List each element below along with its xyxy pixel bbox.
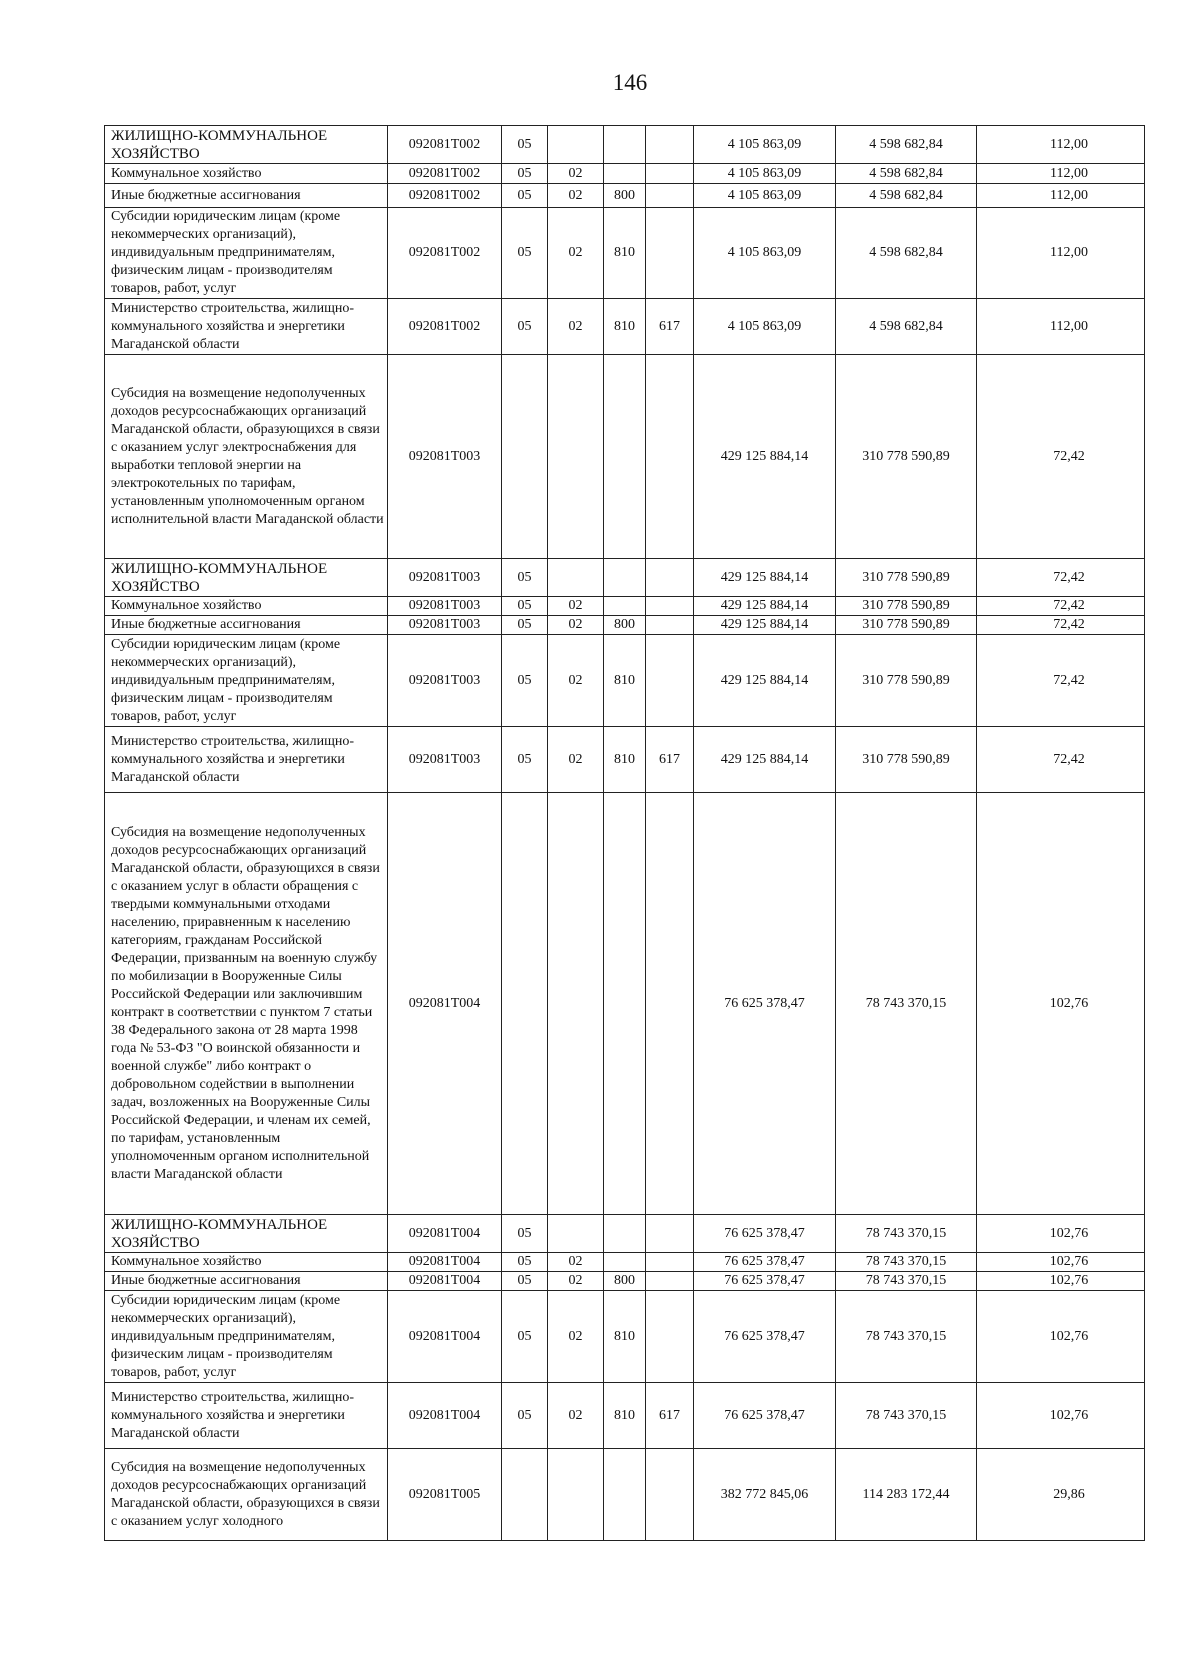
expense-type-code: 810 xyxy=(604,1383,646,1449)
target-code: 092081Т004 xyxy=(388,1291,502,1383)
table-row xyxy=(105,597,1145,616)
target-code: 092081Т002 xyxy=(388,184,502,208)
expense-type-code: 800 xyxy=(604,1272,646,1291)
table-row xyxy=(105,616,1145,635)
subsection-code xyxy=(548,793,604,1215)
row-name: Субсидии юридическим лицам (кроме некоммерческих организаций), индивидуальным предпринимателям, физическим лицам - производителям товаров, работ, услуг xyxy=(105,208,388,299)
grbs-code xyxy=(646,635,694,727)
section-code: 05 xyxy=(502,727,548,793)
subsection-code: 02 xyxy=(548,635,604,727)
target-code: 092081Т004 xyxy=(388,1215,502,1253)
target-code: 092081Т003 xyxy=(388,616,502,635)
expense-type-code xyxy=(604,164,646,184)
target-code: 092081Т005 xyxy=(388,1449,502,1541)
execution-percent: 102,76 xyxy=(977,1383,1145,1449)
row-name: Коммунальное хозяйство xyxy=(105,1253,388,1272)
row-name: Субсидия на возмещение недополученных доходов ресурсоснабжающих организаций Магаданской области, образующихся в связи с оказанием услуг электроснабжения для выработки тепловой энергии на электрокотельных по тарифам, установленным уполномоченным органом исполнительной власти Магаданской области xyxy=(105,355,388,559)
target-code: 092081Т003 xyxy=(388,559,502,597)
planned-amount: 4 105 863,09 xyxy=(694,208,836,299)
execution-percent: 112,00 xyxy=(977,164,1145,184)
planned-amount: 76 625 378,47 xyxy=(694,1291,836,1383)
planned-amount: 4 105 863,09 xyxy=(694,126,836,164)
execution-percent: 72,42 xyxy=(977,355,1145,559)
row-name: Субсидия на возмещение недополученных доходов ресурсоснабжающих организаций Магаданской области, образующихся в связи с оказанием услуг в области обращения с твердыми коммунальными отходами населению, приравненным к населению категориям, гражданам Российской Федерации, призванным на военную службу по мобилизации в Вооруженные Силы Российской Федерации или заключившим контракт в соответствии с пунктом 7 статьи 38 Федерального закона от 28 марта 1998 года № 53-ФЗ "О воинской обязанности и военной службе" либо контракт о добровольном содействии в выполнении задач, возложенных на Вооруженные Силы Российской Федерации, и членам их семей, по тарифам, установленным уполномоченным органом исполнительной власти Магаданской области xyxy=(105,793,388,1215)
execution-percent: 112,00 xyxy=(977,126,1145,164)
actual-amount: 78 743 370,15 xyxy=(836,1272,977,1291)
execution-percent: 102,76 xyxy=(977,793,1145,1215)
grbs-code xyxy=(646,208,694,299)
actual-amount: 4 598 682,84 xyxy=(836,164,977,184)
actual-amount: 310 778 590,89 xyxy=(836,616,977,635)
grbs-code xyxy=(646,1291,694,1383)
section-code: 05 xyxy=(502,597,548,616)
grbs-code: 617 xyxy=(646,727,694,793)
grbs-code xyxy=(646,1215,694,1253)
table-row xyxy=(105,184,1145,208)
grbs-code xyxy=(646,1449,694,1541)
actual-amount: 310 778 590,89 xyxy=(836,597,977,616)
expense-type-code xyxy=(604,1253,646,1272)
actual-amount: 4 598 682,84 xyxy=(836,126,977,164)
actual-amount: 4 598 682,84 xyxy=(836,208,977,299)
table-row xyxy=(105,1253,1145,1272)
expense-type-code: 800 xyxy=(604,616,646,635)
row-name: Субсидии юридическим лицам (кроме некоммерческих организаций), индивидуальным предпринимателям, физическим лицам - производителям товаров, работ, услуг xyxy=(105,635,388,727)
row-name: ЖИЛИЩНО-КОММУНАЛЬНОЕ ХОЗЯЙСТВО xyxy=(105,126,388,164)
actual-amount: 78 743 370,15 xyxy=(836,1291,977,1383)
grbs-code xyxy=(646,1253,694,1272)
grbs-code xyxy=(646,355,694,559)
subsection-code: 02 xyxy=(548,184,604,208)
grbs-code xyxy=(646,559,694,597)
subsection-code xyxy=(548,355,604,559)
subsection-code: 02 xyxy=(548,597,604,616)
target-code: 092081Т004 xyxy=(388,793,502,1215)
section-code: 05 xyxy=(502,1272,548,1291)
table-row xyxy=(105,1383,1145,1449)
grbs-code: 617 xyxy=(646,1383,694,1449)
section-code: 05 xyxy=(502,635,548,727)
section-code: 05 xyxy=(502,1253,548,1272)
expense-type-code xyxy=(604,597,646,616)
table-row xyxy=(105,1449,1145,1541)
target-code: 092081Т004 xyxy=(388,1272,502,1291)
row-name: Иные бюджетные ассигнования xyxy=(105,1272,388,1291)
expense-type-code: 810 xyxy=(604,1291,646,1383)
table-row xyxy=(105,1272,1145,1291)
section-code xyxy=(502,793,548,1215)
execution-percent: 72,42 xyxy=(977,597,1145,616)
row-name: Коммунальное хозяйство xyxy=(105,597,388,616)
subsection-code: 02 xyxy=(548,1383,604,1449)
planned-amount: 429 125 884,14 xyxy=(694,635,836,727)
actual-amount: 78 743 370,15 xyxy=(836,1383,977,1449)
table-row xyxy=(105,727,1145,793)
actual-amount: 310 778 590,89 xyxy=(836,355,977,559)
expense-type-code: 810 xyxy=(604,208,646,299)
planned-amount: 429 125 884,14 xyxy=(694,559,836,597)
expense-type-code: 810 xyxy=(604,727,646,793)
grbs-code xyxy=(646,184,694,208)
table-row xyxy=(105,1291,1145,1383)
section-code: 05 xyxy=(502,559,548,597)
grbs-code xyxy=(646,597,694,616)
execution-percent: 102,76 xyxy=(977,1272,1145,1291)
subsection-code: 02 xyxy=(548,1272,604,1291)
subsection-code: 02 xyxy=(548,208,604,299)
actual-amount: 4 598 682,84 xyxy=(836,184,977,208)
section-code: 05 xyxy=(502,1383,548,1449)
execution-percent: 102,76 xyxy=(977,1215,1145,1253)
subsection-code: 02 xyxy=(548,1291,604,1383)
table-row xyxy=(105,208,1145,299)
planned-amount: 4 105 863,09 xyxy=(694,299,836,355)
grbs-code xyxy=(646,1272,694,1291)
execution-percent: 112,00 xyxy=(977,208,1145,299)
target-code: 092081Т004 xyxy=(388,1253,502,1272)
row-name: ЖИЛИЩНО-КОММУНАЛЬНОЕ ХОЗЯЙСТВО xyxy=(105,559,388,597)
planned-amount: 76 625 378,47 xyxy=(694,1215,836,1253)
planned-amount: 382 772 845,06 xyxy=(694,1449,836,1541)
subsection-code: 02 xyxy=(548,616,604,635)
row-name: Иные бюджетные ассигнования xyxy=(105,184,388,208)
actual-amount: 310 778 590,89 xyxy=(836,635,977,727)
execution-percent: 72,42 xyxy=(977,635,1145,727)
target-code: 092081Т004 xyxy=(388,1383,502,1449)
execution-percent: 29,86 xyxy=(977,1449,1145,1541)
table-row xyxy=(105,559,1145,597)
expense-type-code: 810 xyxy=(604,299,646,355)
target-code: 092081Т002 xyxy=(388,126,502,164)
planned-amount: 76 625 378,47 xyxy=(694,1272,836,1291)
grbs-code: 617 xyxy=(646,299,694,355)
table-row xyxy=(105,635,1145,727)
row-name: Министерство строительства, жилищно-коммунального хозяйства и энергетики Магаданской области xyxy=(105,727,388,793)
row-name: Иные бюджетные ассигнования xyxy=(105,616,388,635)
table-row xyxy=(105,164,1145,184)
row-name: Министерство строительства, жилищно-коммунального хозяйства и энергетики Магаданской области xyxy=(105,299,388,355)
section-code xyxy=(502,1449,548,1541)
section-code xyxy=(502,355,548,559)
planned-amount: 429 125 884,14 xyxy=(694,727,836,793)
subsection-code xyxy=(548,1449,604,1541)
subsection-code xyxy=(548,126,604,164)
planned-amount: 429 125 884,14 xyxy=(694,616,836,635)
expense-type-code: 810 xyxy=(604,635,646,727)
subsection-code: 02 xyxy=(548,164,604,184)
section-code: 05 xyxy=(502,1291,548,1383)
section-code: 05 xyxy=(502,184,548,208)
subsection-code: 02 xyxy=(548,299,604,355)
table-row xyxy=(105,355,1145,559)
actual-amount: 78 743 370,15 xyxy=(836,793,977,1215)
planned-amount: 429 125 884,14 xyxy=(694,597,836,616)
table-row xyxy=(105,126,1145,164)
grbs-code xyxy=(646,164,694,184)
planned-amount: 76 625 378,47 xyxy=(694,1253,836,1272)
target-code: 092081Т002 xyxy=(388,164,502,184)
target-code: 092081Т002 xyxy=(388,299,502,355)
planned-amount: 429 125 884,14 xyxy=(694,355,836,559)
expense-type-code xyxy=(604,559,646,597)
grbs-code xyxy=(646,793,694,1215)
planned-amount: 4 105 863,09 xyxy=(694,164,836,184)
expense-type-code: 800 xyxy=(604,184,646,208)
table-row xyxy=(105,299,1145,355)
execution-percent: 72,42 xyxy=(977,727,1145,793)
target-code: 092081Т003 xyxy=(388,727,502,793)
planned-amount: 76 625 378,47 xyxy=(694,793,836,1215)
section-code: 05 xyxy=(502,164,548,184)
subsection-code: 02 xyxy=(548,727,604,793)
execution-percent: 102,76 xyxy=(977,1291,1145,1383)
actual-amount: 4 598 682,84 xyxy=(836,299,977,355)
actual-amount: 310 778 590,89 xyxy=(836,559,977,597)
page-number: 146 xyxy=(612,70,648,95)
execution-percent: 112,00 xyxy=(977,184,1145,208)
actual-amount: 310 778 590,89 xyxy=(836,727,977,793)
execution-percent: 102,76 xyxy=(977,1253,1145,1272)
subsection-code: 02 xyxy=(548,1253,604,1272)
section-code: 05 xyxy=(502,616,548,635)
subsection-code xyxy=(548,559,604,597)
section-code: 05 xyxy=(502,208,548,299)
target-code: 092081Т003 xyxy=(388,635,502,727)
table-row xyxy=(105,1215,1145,1253)
actual-amount: 114 283 172,44 xyxy=(836,1449,977,1541)
grbs-code xyxy=(646,616,694,635)
expense-type-code xyxy=(604,793,646,1215)
row-name: Субсидия на возмещение недополученных доходов ресурсоснабжающих организаций Магаданской области, образующихся в связи с оказанием услуг холодного xyxy=(105,1449,388,1541)
expense-type-code xyxy=(604,355,646,559)
row-name: ЖИЛИЩНО-КОММУНАЛЬНОЕ ХОЗЯЙСТВО xyxy=(105,1215,388,1253)
section-code: 05 xyxy=(502,299,548,355)
section-code: 05 xyxy=(502,126,548,164)
target-code: 092081Т003 xyxy=(388,355,502,559)
expense-type-code xyxy=(604,1215,646,1253)
execution-percent: 112,00 xyxy=(977,299,1145,355)
subsection-code xyxy=(548,1215,604,1253)
grbs-code xyxy=(646,126,694,164)
actual-amount: 78 743 370,15 xyxy=(836,1253,977,1272)
section-code: 05 xyxy=(502,1215,548,1253)
execution-percent: 72,42 xyxy=(977,616,1145,635)
expense-type-code xyxy=(604,126,646,164)
planned-amount: 4 105 863,09 xyxy=(694,184,836,208)
row-name: Министерство строительства, жилищно-коммунального хозяйства и энергетики Магаданской области xyxy=(105,1383,388,1449)
execution-percent: 72,42 xyxy=(977,559,1145,597)
target-code: 092081Т002 xyxy=(388,208,502,299)
row-name: Коммунальное хозяйство xyxy=(105,164,388,184)
target-code: 092081Т003 xyxy=(388,597,502,616)
budget-table xyxy=(104,125,1145,1541)
expense-type-code xyxy=(604,1449,646,1541)
row-name: Субсидии юридическим лицам (кроме некоммерческих организаций), индивидуальным предпринимателям, физическим лицам - производителям товаров, работ, услуг xyxy=(105,1291,388,1383)
actual-amount: 78 743 370,15 xyxy=(836,1215,977,1253)
planned-amount: 76 625 378,47 xyxy=(694,1383,836,1449)
table-row xyxy=(105,793,1145,1215)
